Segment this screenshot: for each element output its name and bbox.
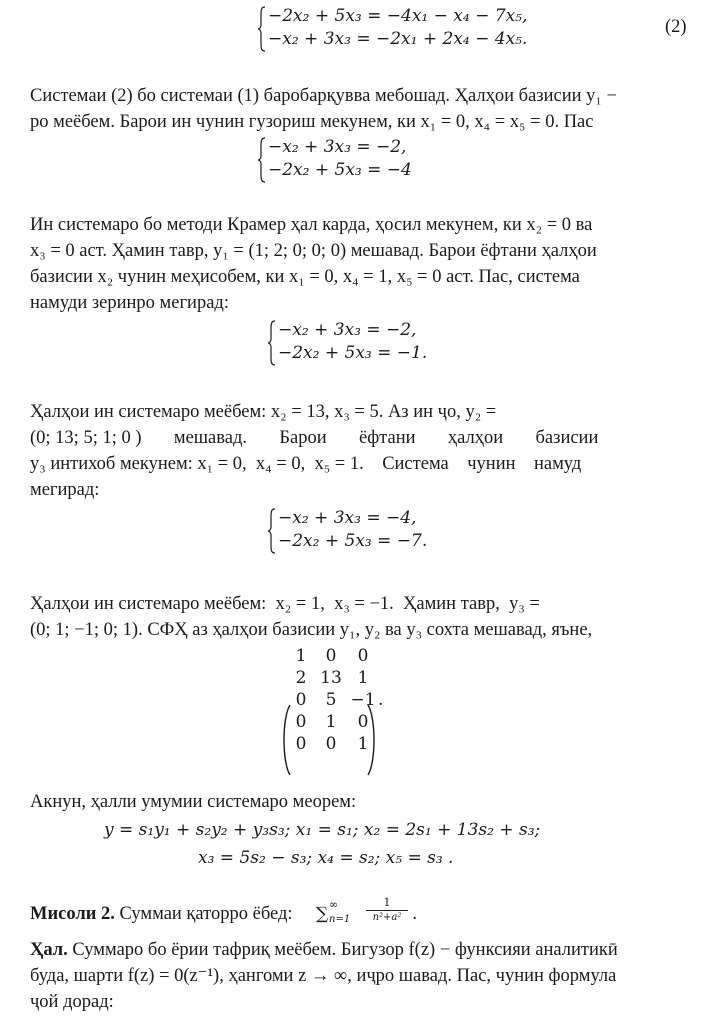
matrix-cell: 5: [325, 690, 337, 710]
equation-system-c: [268, 508, 468, 554]
system-a-line-2: −2x₂ + 5x₃ = −4: [268, 160, 412, 180]
matrix-cell: 13: [320, 668, 342, 688]
equation-system-b: [268, 320, 468, 366]
paragraph-2-line-4: намуди зеринро мегирад:: [30, 293, 229, 313]
matrix-cell: 0: [325, 646, 337, 666]
system-c-line-1: −x₂ + 3x₃ = −4,: [278, 508, 417, 528]
fraction-numerator: 1: [383, 896, 391, 909]
fraction-denominator: n²+a²: [372, 912, 402, 923]
series-formula: [316, 896, 446, 928]
matrix-trailing-period: .: [378, 690, 384, 710]
system-2-line-2: −x₂ + 3x₃ = −2x₁ + 2x₄ − 4x₅.: [268, 29, 528, 49]
matrix-cell: 1: [325, 712, 337, 732]
paragraph-4-line-2: (0; 1; −1; 0; 1). СФҲ аз ҳалҳои базисии y₁, y₂ ва y₃ сохта мешавад, яъне,: [30, 620, 593, 640]
left-brace: [268, 508, 276, 554]
left-brace: [268, 320, 276, 366]
solution-text-1: Суммаро бо ёрии тафриқ меёбем. Бигузор f(z) − функсияи аналитикӣ: [67, 940, 618, 960]
matrix-cell: −1: [350, 690, 376, 710]
left-brace: [258, 6, 266, 52]
matrix-cell: 1: [295, 646, 307, 666]
solution-line-3: ҷой дорад:: [30, 992, 114, 1012]
paragraph-5-line-1: Акнун, ҳалли умумии системаро меорем:: [30, 792, 357, 812]
solution-line-1: [30, 940, 618, 960]
paragraph-4-line-1: Ҳалҳои ин системаро меёбем: x₂ = 1, x₃ = −1. Ҳамин тавр, y₃ =: [30, 594, 540, 614]
example-2-heading: Мисоли 2.: [30, 904, 115, 924]
equation-number: (2): [665, 17, 687, 37]
paragraph-2-line-3: базисии x₂ чунин меҳисобем, ки x₁ = 0, x₄ = 1, x₅ = 0 аст. Пас, система: [30, 267, 580, 287]
matrix-cell: 1: [357, 668, 369, 688]
system-a-line-1: −x₂ + 3x₃ = −2,: [268, 137, 407, 157]
equation-system-a: [258, 137, 458, 183]
matrix-cell: 0: [325, 734, 337, 754]
sum-upper-limit: ∞: [329, 898, 339, 911]
sum-sign: ∑: [316, 904, 329, 924]
matrix-cell: 0: [357, 646, 369, 666]
system-c-line-2: −2x₂ + 5x₃ = −7.: [278, 531, 428, 551]
general-solution-line-1: y = s₁y₁ + s₂y₂ + y₃s₃; x₁ = s₁; x₂ = 2s₁ + 13s₂ + s₃;: [104, 820, 541, 840]
matrix-cell: 0: [357, 712, 369, 732]
paragraph-2-line-2: x₃ = 0 аст. Ҳамин тавр, y₁ = (1; 2; 0; 0; 0) мешавад. Барои ёфтани ҳалҳои: [30, 241, 597, 261]
paragraph-2-line-1: Ин системаро бо методи Крамер ҳал карда, ҳосил мекунем, ки x₂ = 0 ва: [30, 215, 593, 235]
left-brace: [258, 137, 266, 183]
matrix-cell: 0: [295, 712, 307, 732]
matrix-cell: 2: [295, 668, 307, 688]
paragraph-3-line-1: Ҳалҳои ин системаро меёбем: x₂ = 13, x₃ = 5. Аз ин ҷо, y₂ =: [30, 402, 497, 422]
paragraph-1-line-2: ро меёбем. Барои ин чунин гузориш мекунем, ки x₁ = 0, x₄ = x₅ = 0. Пас: [30, 112, 594, 132]
basis-matrix: [272, 646, 392, 776]
equation-system-2: [258, 6, 588, 52]
paragraph-3-line-4: мегирад:: [30, 480, 100, 500]
paragraph-3-line-3: y₃ интихоб мекунем: x₁ = 0, x₄ = 0, x₅ = 1. Система чунин намуд: [30, 454, 582, 474]
paragraph-1-line-1: Системаи (2) бо системаи (1) баробарқувва мебошад. Ҳалҳои базисии y₁ −: [30, 86, 617, 106]
system-2-line-1: −2x₂ + 5x₃ = −4x₁ − x₄ − 7x₅,: [268, 6, 528, 26]
fraction-bar: [366, 910, 408, 911]
example-2-line: [30, 904, 293, 924]
solution-heading: Ҳал.: [30, 940, 68, 960]
matrix-cell: 0: [295, 690, 307, 710]
system-b-line-1: −x₂ + 3x₃ = −2,: [278, 320, 417, 340]
general-solution-line-2: x₃ = 5s₂ − s₃; x₄ = s₂; x₅ = s₃ .: [198, 848, 454, 868]
example-end-period: .: [412, 904, 418, 924]
sum-lower-limit: n=1: [329, 914, 351, 925]
system-b-line-2: −2x₂ + 5x₃ = −1.: [278, 343, 428, 363]
paragraph-3-line-2: (0; 13; 5; 1; 0 ) мешавад. Барои ёфтани ҳалҳои базисии: [30, 428, 599, 448]
matrix-cell: 0: [295, 734, 307, 754]
matrix-cell: 1: [357, 734, 369, 754]
solution-line-2: буда, шарти f(z) = 0(z⁻¹), ҳангоми z → ∞, иҷро шавад. Пас, чунин формула: [30, 966, 617, 986]
example-2-text: Суммаи қаторро ёбед:: [114, 904, 293, 924]
